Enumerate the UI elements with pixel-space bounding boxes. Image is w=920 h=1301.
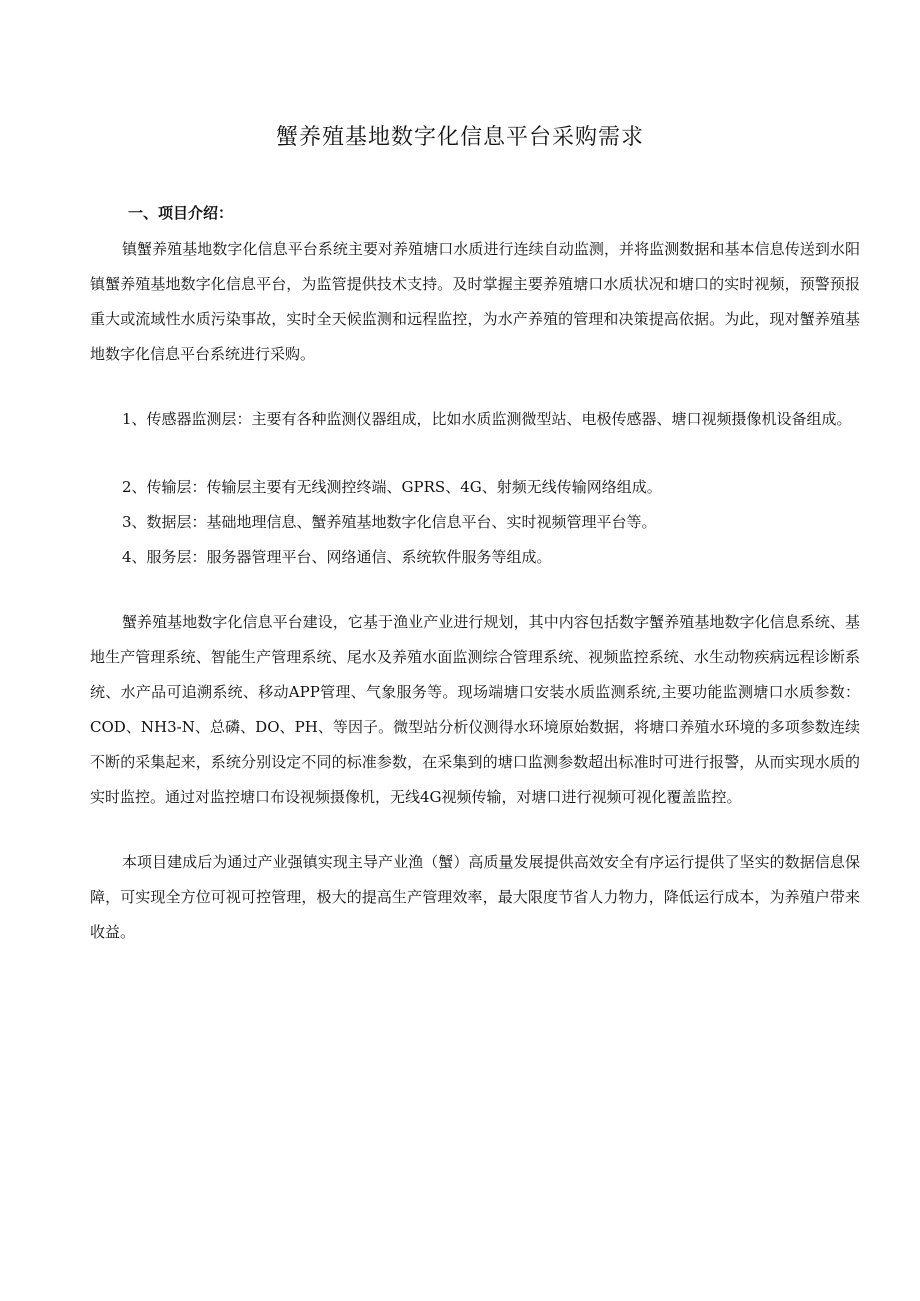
outcome-paragraph: 本项目建成后为通过产业强镇实现主导产业渔（蟹）高质量发展提供高效安全有序运行提供了坚实的数据信息保障，可实现全方位可视可控管理，极大的提高生产管理效率，最大限度节省人力物力，降低运行成本，为养殖户带来收益。 <box>90 853 860 941</box>
section-heading: 一、项目介绍： <box>128 204 234 222</box>
layer-item-transport: 2、传输层：传输层主要有无线测控终端、GPRS、4G、射频无线传输网络组成。 <box>122 478 662 496</box>
layer-item-sensor: 1、传感器监测层：主要有各种监测仪器组成，比如水质监测微型站、电极传感器、塘口视频摄像机设备组成。 <box>122 410 852 428</box>
document-title: 蟹养殖基地数字化信息平台采购需求 <box>275 125 644 150</box>
intro-paragraph: 镇蟹养殖基地数字化信息平台系统主要对养殖塘口水质进行连续自动监测，并将监测数据和基本信息传送到水阳镇蟹养殖基地数字化信息平台，为监管提供技术支持。及时掌握主要养殖塘口水质状况和塘口的实时视频，预警预报重大或流域性水质污染事故，实时全天候监测和远程监控，为水产养殖的管理和决策提高依据。为此，现对蟹养殖基地数字化信息平台系统进行采购。 <box>90 240 860 363</box>
layer-item-service: 4、服务层：服务器管理平台、网络通信、系统软件服务等组成。 <box>122 548 552 566</box>
layer-item-data: 3、数据层：基础地理信息、蟹养殖基地数字化信息平台、实时视频管理平台等。 <box>122 513 657 531</box>
construction-paragraph: 蟹养殖基地数字化信息平台建设，它基于渔业产业进行规划，其中内容包括数字蟹养殖基地数字化信息系统、基地生产管理系统、智能生产管理系统、尾水及养殖水面监测综合管理系统、视频监控系统、水生动物疾病远程诊断系统、水产品可追溯系统、移动APP管理、气象服务等。现场端塘口安装水质监测系统,主要功能监测塘口水质参数：COD、NH3-N、总磷、DO、PH、等因子。微型站分析仪测得水环境原始数据，将塘口养殖水环境的多项参数连续不断的采集起来，系统分别设定不同的标准参数，在采集到的塘口监测参数超出标准时可进行报警，从而实现水质的实时监控。通过对监控塘口布设视频摄像机，无线4G视频传输，对塘口进行视频可视化覆盖监控。 <box>90 613 860 806</box>
